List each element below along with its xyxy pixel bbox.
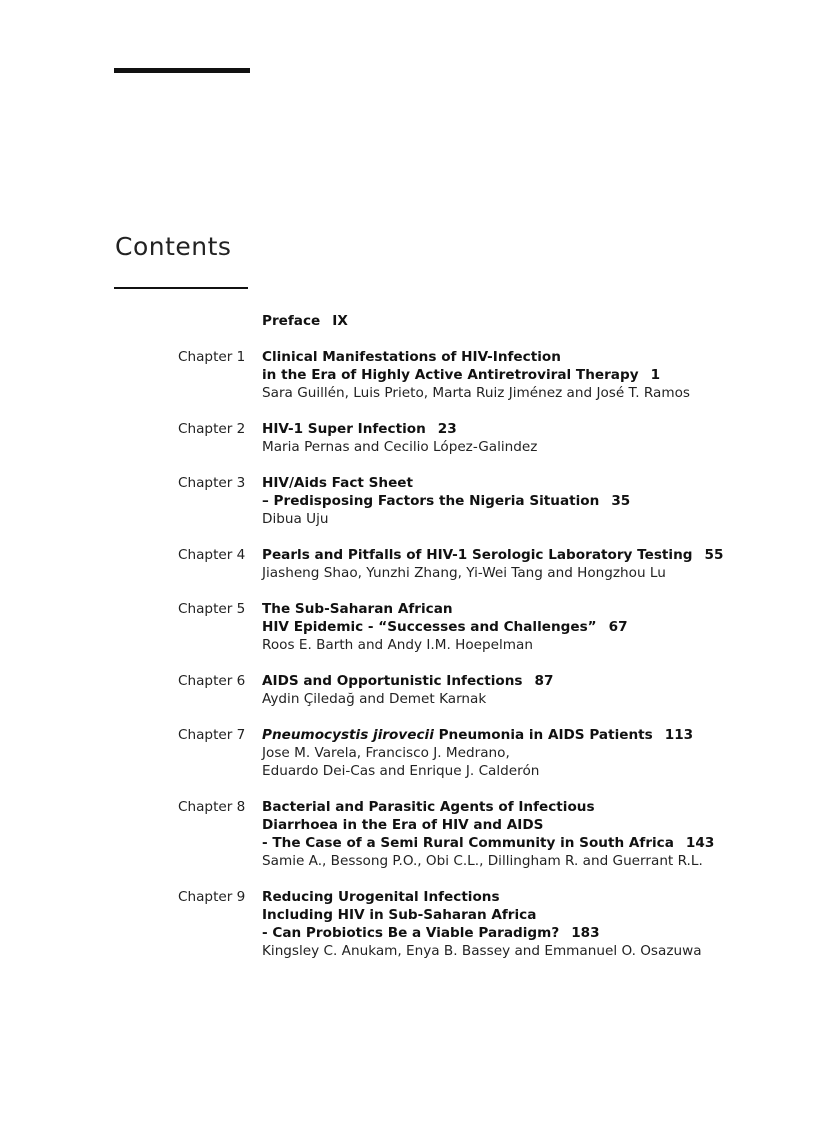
chapter-entry-body <box>262 798 782 870</box>
chapter-label: Chapter 8 <box>178 799 246 815</box>
chapter-label: Chapter 1 <box>178 349 246 365</box>
chapter-entry-body <box>262 726 782 780</box>
header-rule <box>114 68 250 73</box>
chapter-title-line <box>262 834 782 852</box>
chapter-title-line <box>262 672 782 690</box>
chapter-entry-body <box>262 888 782 960</box>
chapter-title-line <box>262 906 782 924</box>
chapter-entry-body <box>262 348 782 402</box>
chapter-title-text: HIV-1 Super Infection <box>262 421 426 437</box>
toc-entry-preface[interactable] <box>0 312 816 330</box>
chapter-authors: Dibua Uju <box>262 511 329 527</box>
chapter-page-number: 143 <box>685 835 715 851</box>
chapter-authors: Samie A., Bessong P.O., Obi C.L., Dillingham R. and Guerrant R.L. <box>262 853 703 869</box>
chapter-title-text: Reducing Urogenital Infections <box>262 889 500 905</box>
toc-entry-chapter-3[interactable] <box>0 474 816 528</box>
chapter-title-line <box>262 618 782 636</box>
chapter-title-text: – Predisposing Factors the Nigeria Situation <box>262 493 600 509</box>
chapter-page-number: 183 <box>571 925 600 941</box>
chapter-label: Chapter 5 <box>178 601 246 617</box>
chapter-page-number: 1 <box>650 367 661 383</box>
chapter-title-line <box>262 726 782 744</box>
chapter-title-text: Bacterial and Parasitic Agents of Infectious <box>262 799 595 815</box>
chapter-page-number: 113 <box>664 727 694 743</box>
chapter-page-number: 67 <box>608 619 628 635</box>
page-title: Contents <box>115 232 232 261</box>
chapter-title-text: HIV Epidemic - “Successes and Challenges” <box>262 619 597 635</box>
chapter-title-text: AIDS and Opportunistic Infections <box>262 673 523 689</box>
chapter-label: Chapter 7 <box>178 727 246 743</box>
toc-entry-chapter-9[interactable] <box>0 888 816 960</box>
chapter-title-line <box>262 492 782 510</box>
chapter-title-line <box>262 474 782 492</box>
chapter-label: Chapter 3 <box>178 475 246 491</box>
toc-entry-chapter-4[interactable] <box>0 546 816 582</box>
toc-entry-chapter-8[interactable] <box>0 798 816 870</box>
chapter-authors: Maria Pernas and Cecilio López-Galindez <box>262 439 538 455</box>
chapter-label: Chapter 2 <box>178 421 246 437</box>
chapter-authors: Sara Guillén, Luis Prieto, Marta Ruiz Jiménez and José T. Ramos <box>262 385 690 401</box>
chapter-title-text: Diarrhoea in the Era of HIV and AIDS <box>262 817 544 833</box>
toc-entry-chapter-2[interactable] <box>0 420 816 456</box>
title-underline <box>114 287 248 289</box>
chapter-title-line <box>262 348 782 366</box>
chapter-page-number: 35 <box>611 493 631 509</box>
chapter-title-text: - The Case of a Semi Rural Community in South Africa <box>262 835 674 851</box>
chapter-title-line <box>262 816 782 834</box>
chapter-title-line <box>262 600 782 618</box>
chapter-title-line <box>262 546 782 564</box>
chapter-authors: Kingsley C. Anukam, Enya B. Bassey and Emmanuel O. Osazuwa <box>262 943 702 959</box>
chapter-authors: Jose M. Varela, Francisco J. Medrano, <box>262 745 510 761</box>
chapter-authors: Eduardo Dei-Cas and Enrique J. Calderón <box>262 763 540 779</box>
chapter-entry-body <box>262 474 782 528</box>
chapter-title-line <box>262 924 782 942</box>
chapter-authors: Roos E. Barth and Andy I.M. Hoepelman <box>262 637 533 653</box>
chapter-title-text: Pearls and Pitfalls of HIV-1 Serologic Laboratory Testing <box>262 547 693 563</box>
chapter-title-text: - Can Probiotics Be a Viable Paradigm? <box>262 925 560 941</box>
chapter-list <box>0 348 816 960</box>
chapter-page-number: 87 <box>534 673 554 689</box>
chapter-label: Chapter 6 <box>178 673 246 689</box>
toc-entry-chapter-7[interactable] <box>0 726 816 780</box>
preface-title: Preface <box>262 313 321 329</box>
chapter-authors: Aydin Çiledağ and Demet Karnak <box>262 691 487 707</box>
table-of-contents <box>0 312 816 978</box>
chapter-title-text: The Sub-Saharan African <box>262 601 453 617</box>
chapter-title-text: Including HIV in Sub-Saharan Africa <box>262 907 537 923</box>
chapter-title-text: Clinical Manifestations of HIV-Infection <box>262 349 561 365</box>
chapter-title-text: in the Era of Highly Active Antiretroviral Therapy <box>262 367 639 383</box>
chapter-entry-body <box>262 546 782 582</box>
chapter-entry-body <box>262 420 782 456</box>
chapter-title-line <box>262 798 782 816</box>
chapter-title-line <box>262 366 782 384</box>
toc-entry-chapter-5[interactable] <box>0 600 816 654</box>
chapter-title-italic: Pneumocystis jirovecii <box>262 727 434 743</box>
chapter-authors: Jiasheng Shao, Yunzhi Zhang, Yi-Wei Tang and Hongzhou Lu <box>262 565 666 581</box>
chapter-label: Chapter 9 <box>178 889 246 905</box>
chapter-title-line <box>262 888 782 906</box>
chapter-page-number: 23 <box>437 421 457 437</box>
toc-entry-chapter-6[interactable] <box>0 672 816 708</box>
chapter-entry-body <box>262 600 782 654</box>
toc-entry-chapter-1[interactable] <box>0 348 816 402</box>
chapter-title-text: Pneumonia in AIDS Patients <box>438 727 653 743</box>
chapter-label: Chapter 4 <box>178 547 246 563</box>
chapter-title-line <box>262 420 782 438</box>
preface-page-number: IX <box>332 313 348 329</box>
chapter-entry-body <box>262 672 782 708</box>
chapter-page-number: 55 <box>704 547 724 563</box>
chapter-title-text: HIV/Aids Fact Sheet <box>262 475 414 491</box>
